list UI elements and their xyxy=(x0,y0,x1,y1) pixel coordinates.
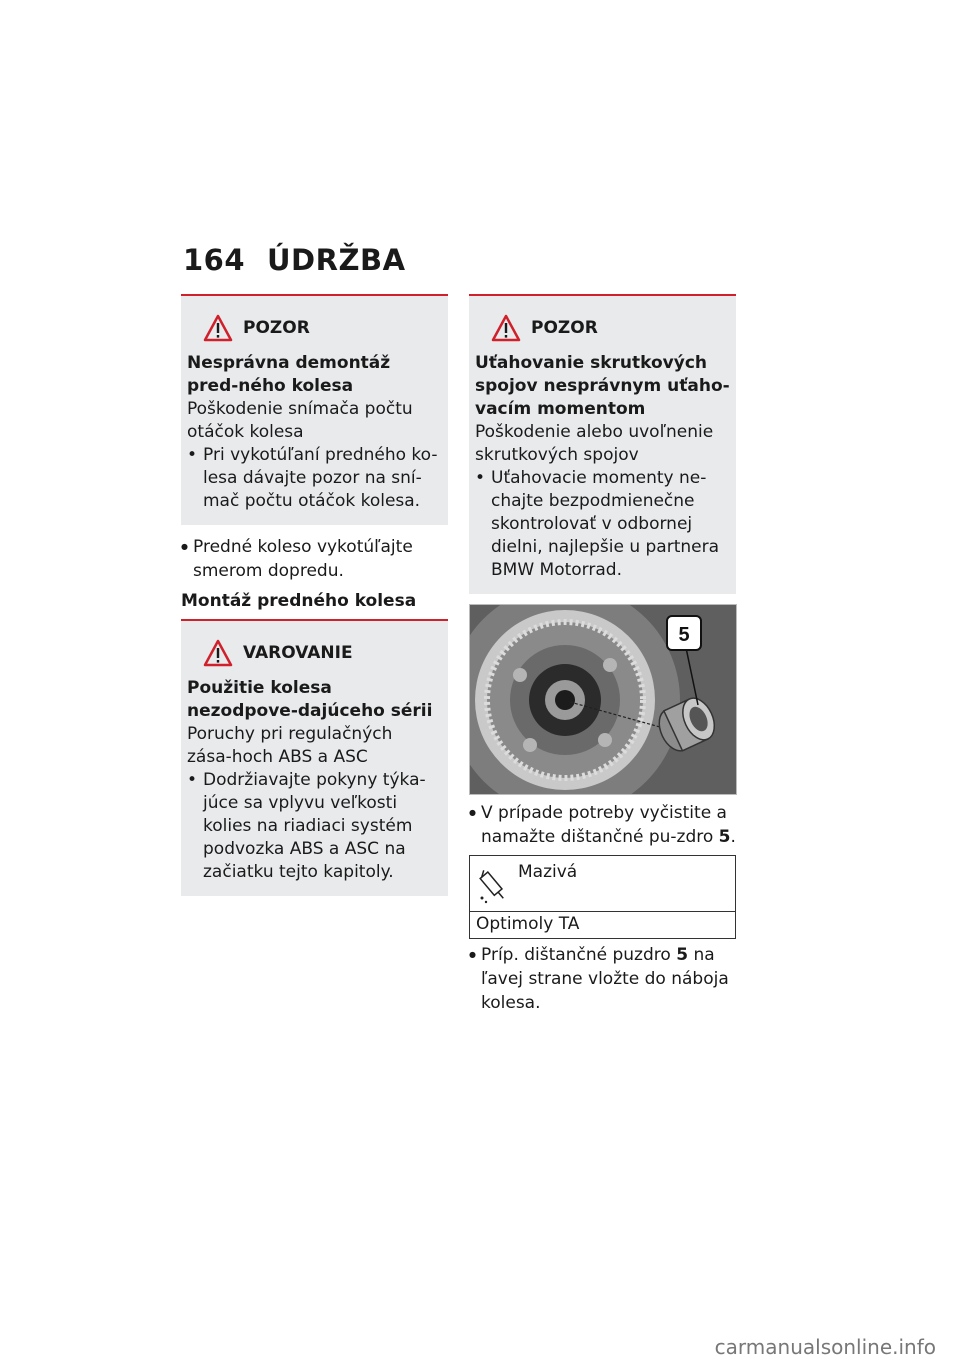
warning-triangle-icon xyxy=(491,314,521,342)
page-header xyxy=(183,243,406,277)
step-clean-bushing: ● V prípade potreby vyčistite a namažte dištančné pu-zdro 5. xyxy=(469,801,736,849)
warning-instruction: • Uťahovacie momenty ne-chajte bezpodmienečne skontrolovať v odbornej dielni, najlepšie u partnera BMW Motorrad. xyxy=(475,467,730,582)
warning-consequence: Poruchy pri regulačných zása-hoch ABS a ASC xyxy=(187,724,393,767)
lubricant-product: Optimoly TA xyxy=(476,914,580,934)
warning-header xyxy=(475,306,730,350)
page-number: 164 xyxy=(183,243,246,277)
step-text: V prípade potreby vyčistite a namažte dištančné pu-zdro xyxy=(481,803,727,847)
warning-header xyxy=(187,306,442,350)
grease-gun-icon xyxy=(476,866,510,906)
step-insert-bushing xyxy=(469,943,736,1015)
warning-box-pozor-torque xyxy=(469,294,736,594)
warning-instruction: • Pri vykotúľaní predného ko-lesa dávajte pozor na sní-mač počtu otáčok kolesa. xyxy=(187,444,442,513)
wheel-hub-photo xyxy=(469,604,737,795)
warning-box-varovanie xyxy=(181,619,448,896)
warning-heading: Nesprávna demontáž pred-ného kolesa xyxy=(187,353,391,396)
step-text-post: na ľavej strane vložte do náboja kolesa. xyxy=(481,945,729,1013)
warning-heading: Použitie kolesa nezodpove-dajúceho sérii xyxy=(187,678,433,721)
warning-label: VAROVANIE xyxy=(243,642,353,663)
warning-box-pozor xyxy=(181,294,448,525)
warning-label: POZOR xyxy=(531,317,598,338)
lubricant-table xyxy=(469,855,736,939)
left-column xyxy=(181,294,448,896)
step-roll-wheel: ● Predné koleso vykotúľajte smerom dopredu. xyxy=(181,535,448,583)
warning-triangle-icon xyxy=(203,314,233,342)
section-title: Montáž predného kolesa xyxy=(181,591,417,611)
figure-callout-label: 5 xyxy=(678,624,690,646)
part-reference: 5 xyxy=(676,945,689,965)
watermark: carmanualsonline.info xyxy=(714,1335,936,1359)
warning-heading: Uťahovanie skrutkových spojov nesprávnym uťaho-vacím momentom xyxy=(475,353,730,419)
part-reference: 5 xyxy=(718,827,731,847)
warning-triangle-icon xyxy=(203,639,233,667)
lubricant-title: Mazivá xyxy=(518,862,578,882)
step-text-pre: Príp. dištančné puzdro xyxy=(481,945,671,965)
page-title: ÚDRŽBA xyxy=(267,243,406,277)
warning-consequence: Poškodenie alebo uvoľnenie skrutkových spojov xyxy=(475,422,714,465)
warning-header xyxy=(187,631,442,675)
right-column xyxy=(469,294,736,1015)
lubricant-header xyxy=(470,856,735,912)
warning-consequence: Poškodenie snímača počtu otáčok kolesa xyxy=(187,399,413,442)
warning-instruction: • Dodržiavajte pokyny týka-júce sa vplyvu veľkosti kolies na riadiaci systém podvozka ABS a ASC na začiatku tejto kapitoly. xyxy=(187,769,442,884)
wheel-hub-illustration xyxy=(470,605,736,794)
warning-label: POZOR xyxy=(243,317,310,338)
